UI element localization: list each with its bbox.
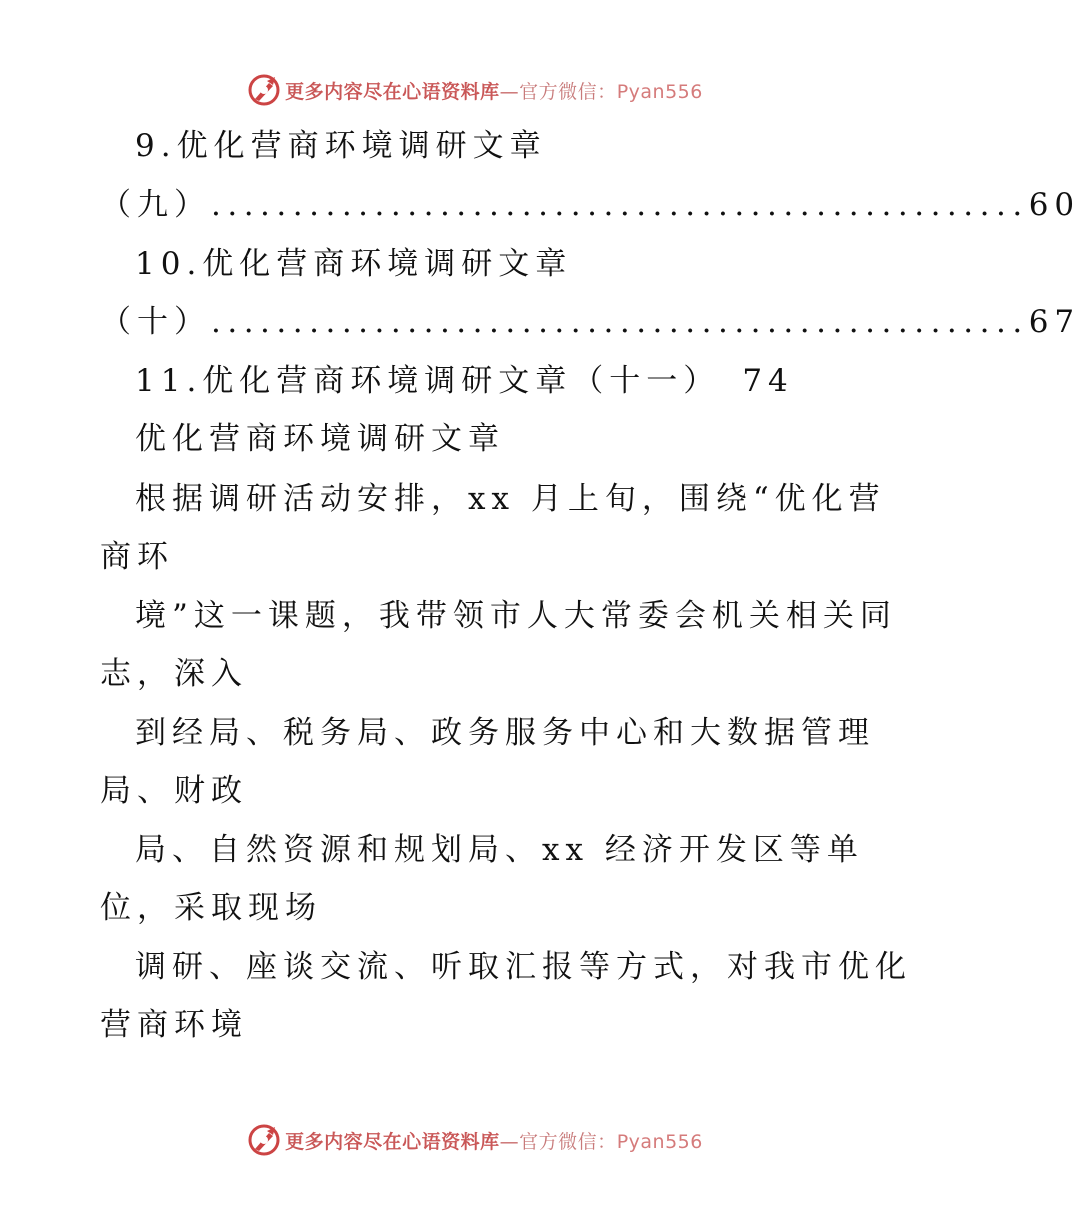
toc-entry-paren: （九） xyxy=(100,187,211,223)
body-line: 根据调研活动安排，xx 月上旬，围绕“优化营 xyxy=(135,481,886,517)
toc-page-number: 60 xyxy=(1028,187,1080,223)
document-title: 优化营商环境调研文章 xyxy=(135,421,505,457)
toc-entry-title: 10.优化营商环境调研文章 xyxy=(135,246,573,282)
toc-entry-title: 11.优化营商环境调研文章（十一） xyxy=(135,363,721,399)
body-line: 调研、座谈交流、听取汇报等方式，对我市优化 xyxy=(135,949,912,985)
watermark-text: 更多内容尽在心语资料库—官方微信：Pyan556 xyxy=(285,80,703,103)
body-line: 商环 xyxy=(100,539,174,575)
body-line: 局、自然资源和规划局、xx 经济开发区等单 xyxy=(135,832,864,868)
toc-leader-dots: .................................................. xyxy=(211,304,1029,340)
body-line: 境”这一课题，我带领市人大常委会机关相关同 xyxy=(135,598,897,634)
footer-watermark xyxy=(0,1120,950,1160)
body-line: 局、财政 xyxy=(100,773,248,809)
body-line: 志，深入 xyxy=(100,656,248,692)
body-line: 到经局、税务局、政务服务中心和大数据管理 xyxy=(135,715,875,751)
toc-entry-leader xyxy=(100,302,1080,342)
toc-entry-paren: （十） xyxy=(100,304,211,340)
toc-page-number: 74 xyxy=(742,363,794,399)
watermark-text: 更多内容尽在心语资料库—官方微信：Pyan556 xyxy=(285,1130,703,1153)
body-line: 位，采取现场 xyxy=(100,890,322,926)
toc-entry-inline xyxy=(135,361,794,401)
toc-page-number: 67 xyxy=(1028,304,1080,340)
toc-leader-dots: .................................................. xyxy=(211,187,1029,223)
toc-entry-leader xyxy=(100,185,1080,225)
toc-entry-title: 9.优化营商环境调研文章 xyxy=(135,128,547,164)
pen-logo-icon xyxy=(247,1123,281,1157)
body-line: 营商环境 xyxy=(100,1007,248,1043)
pen-logo-icon xyxy=(247,73,281,107)
header-watermark xyxy=(0,70,950,110)
